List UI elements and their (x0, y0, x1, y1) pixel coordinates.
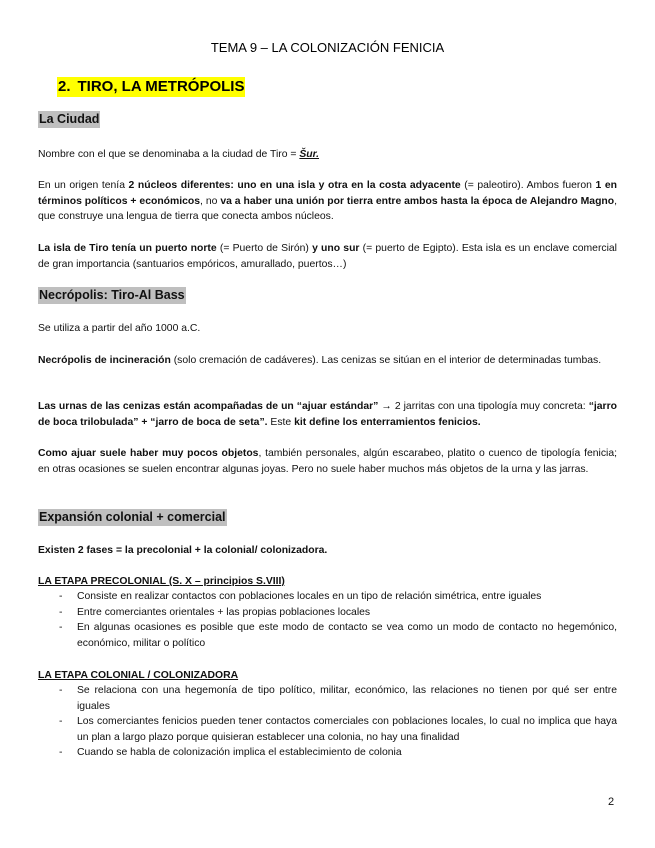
document-title: TEMA 9 – LA COLONIZACIÓN FENICIA (210, 40, 445, 55)
section-number: 2. (58, 78, 71, 95)
ciudad-paragraph-3: La isla de Tiro tenía un puerto norte (= Puerto de Sirón) y uno sur (= puerto de Egipto). Esta isla es un enclave comercial de gran importancia (santuarios empóricos, amurallado, puertos…) (38, 243, 617, 270)
necropolis-paragraph-4: Como ajuar suele haber muy pocos objetos, también personales, algún escarabeo, platito o cuenco de tipología fenicia; en otras ocasiones se suelen encontrar algunas joyas. Pero no suele haber muchos más objetos de la urna y las jarras. (38, 448, 617, 475)
arrow-icon: → (378, 401, 395, 412)
list-item: - Entre comerciantes orientales + las propias poblaciones locales (59, 606, 371, 618)
expansion-paragraph-1: Existen 2 fases = la precolonial + la colonial/ colonizadora. (38, 545, 328, 556)
ciudad-paragraph-2: En un origen tenía 2 núcleos diferentes: uno en una isla y otra en la costa adyacente (= paleotiro). Ambos fueron 1 en términos políticos + económicos, no va a haber una unión por tierra entre ambos hasta la época de Alejandro Magno, que construye una lengua de tierra que conecta ambos núcleos. (38, 180, 617, 222)
heading-colonial: LA ETAPA COLONIAL / COLONIZADORA (38, 670, 239, 681)
list-item: - Se relaciona con una hegemonía de tipo político, militar, económico, las relaciones no tienen por qué ser entre iguales (59, 685, 617, 712)
list-item: - Consiste en realizar contactos con poblaciones locales en un tipo de relación simétrica, entre iguales (59, 591, 542, 602)
precolonial-list (38, 589, 617, 651)
necropolis-paragraph-1: Se utiliza a partir del año 1000 a.C. (38, 323, 201, 334)
section-label: TIRO, LA METRÓPOLIS (77, 78, 245, 95)
heading-necropolis: Necrópolis: Tiro-Al Bass (39, 288, 185, 302)
page-number: 2 (608, 796, 615, 808)
necropolis-paragraph-2: Necrópolis de incineración (solo cremación de cadáveres). Las cenizas se sitúan en el interior de determinadas tumbas. (38, 355, 602, 366)
heading-precolonial: LA ETAPA PRECOLONIAL (S. X – principios S.VIII) (38, 576, 285, 587)
city-name: Šur. (299, 149, 320, 160)
colonial-list (38, 683, 617, 761)
list-item: - Cuando se habla de colonización implica el establecimiento de colonia (59, 747, 402, 758)
list-item: - Los comerciantes fenicios pueden tener contactos comerciales con poblaciones locales, lo cual no implica que haya un plan a largo plazo porque quisieran establecer una colonia, no hay una finalidad (59, 716, 617, 743)
list-item: - En algunas ocasiones es posible que este modo de contacto se vea como un modo de contacto no hegemónico, económico, militar o político (59, 622, 617, 649)
heading-la-ciudad: La Ciudad (39, 112, 100, 126)
heading-expansion: Expansión colonial + comercial (39, 510, 226, 524)
necropolis-paragraph-3: Las urnas de las cenizas están acompañadas de un “ajuar estándar” → 2 jarritas con una tipología muy concreta: “jarro de boca trilobulada” + “jarro de boca de seta”. Este kit define los enterramientos fenicios. (38, 401, 617, 428)
ciudad-paragraph-1: Nombre con el que se denominaba a la ciudad de Tiro = Šur. (38, 149, 320, 160)
section-heading (57, 77, 245, 97)
